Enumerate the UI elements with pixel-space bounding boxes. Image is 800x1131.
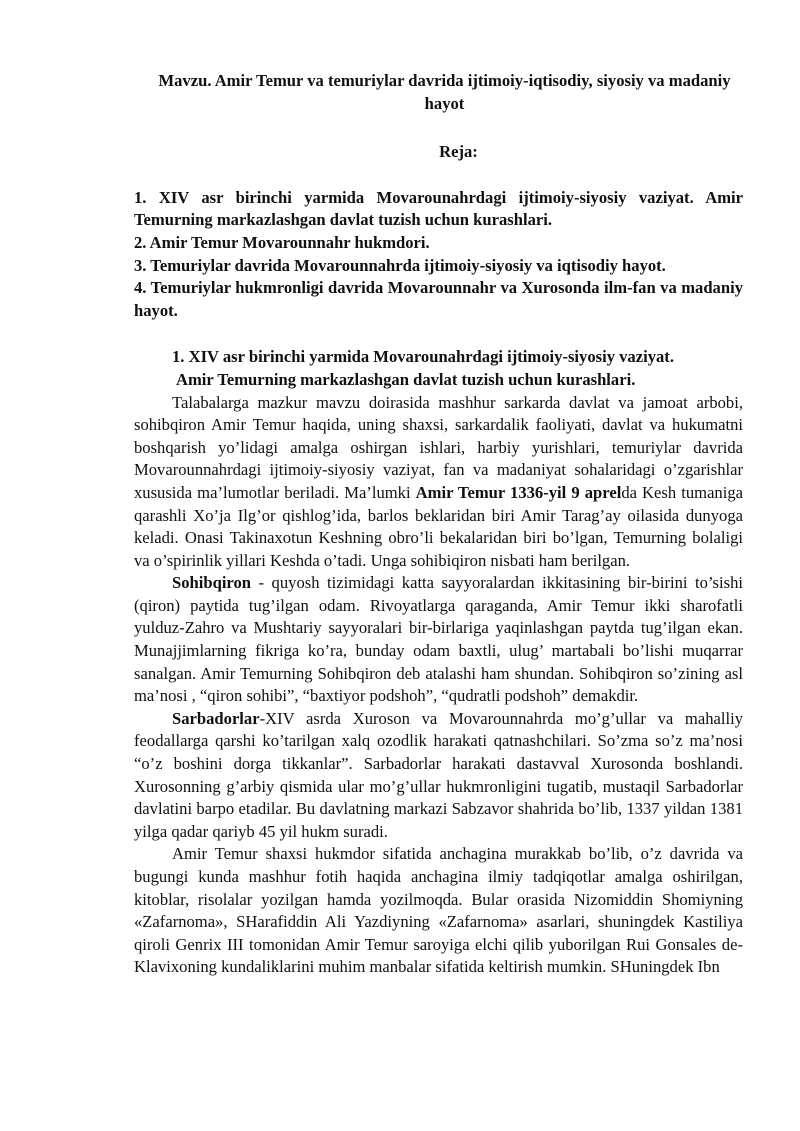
plan-list bbox=[134, 187, 743, 323]
plan-item-2: 2. Amir Temur Movarounnahr hukmdori. bbox=[134, 232, 430, 252]
section-heading-line-1: 1. XIV asr birinchi yarmida Movarounahrdagi ijtimoiy-siyosiy vaziyat. bbox=[172, 347, 674, 367]
paragraph-3-term: Sarbadorlar bbox=[172, 708, 260, 728]
paragraph-2-term: Sohibqiron bbox=[172, 573, 252, 593]
paragraph-3-text: -XIV asrda Xuroson va Movarounnahrda mo’g’ullar va mahalliy feodallarga qarshi ko’tarilgan xalq ozodlik harakati qatnashchilari. So’zma so’z ma’nosi “o’z boshini dorga tikkanlar”. Sarbadorlar harakati dastavval Xurosonda boshlandi. Xurosonning g’arbiy qismida ular mo’g’ullar hukmronligini tugatib, mustaqil Sarbadorlar davlatini barpo etadilar. Bu davlatning markazi Sabzavor shahrida bo’lib, 1337 yildan 1381 yilga qadar qariyb 45 yil hukm suradi. bbox=[134, 708, 743, 841]
document-title: Mavzu. Amir Temur va temuriylar davrida ijtimoiy-iqtisodiy, siyosiy va madaniy hayot bbox=[158, 71, 731, 113]
paragraph-2 bbox=[134, 572, 743, 708]
section-heading-line-2: Amir Temurning markazlashgan davlat tuzish uchun kurashlari. bbox=[176, 369, 636, 389]
paragraph-1 bbox=[134, 392, 743, 573]
paragraph-3 bbox=[134, 708, 743, 844]
paragraph-2-text: - quyosh tizimidagi katta sayyoralardan ikkitasining bir-birini to’sishi (qiron) paytida tug’ilgan odam. Rivoyatlarga qaraganda, Amir Temur ikki sharofatli yulduz-Zahro va Mushtariy sayyoralari bir-birlariga yaqinlashgan paytda tug’ilgan ekan. Munajjimlarning fikriga ko’ra, bunday odam baxtli, ulug’ martabali bo’lishi muqarrar sanalgan. Amir Temurning Sohibqiron deb atalashi ham shundan. Sohibqiron so’zining asl ma’nosi , “qiron sohibi”, “baxtiyor podshoh”, “qudratli podshoh” demakdir. bbox=[134, 573, 743, 706]
paragraph-4-text: Amir Temur shaxsi hukmdor sifatida anchagina murakkab bo’lib, o’z davrida va bugungi kunda mashhur fotih haqida anchagina ilmiy tadqiqotlar amalga oshirilgan, kitoblar, risolalar yozilgan hamda yozilmoqda. Bular orasida Nizomiddin Shomiyning «Zafarnoma», SHarafiddin Ali Yazdiyning «Zafarnoma» asarlari, shuningdek Kastiliya qiroli Genrix III tomonidan Amir Temur saroyiga elchi qilib yuborilgan Rui Gonsales de- Klavixoning kundaliklarini muhim manbalar sifatida keltirish mumkin. SHuningdek Ibn bbox=[134, 844, 743, 977]
paragraph-1-text-a: Talabalarga mazkur mavzu doirasida mashhur sarkarda davlat va jamoat arbobi, sohibqiron Amir Temur haqida, uning shaxsi, sarkardalik faoliyati, davlat va hukumatni boshqarish yo’lidagi amalga oshirgan ishlari, harbiy yurishlari, temuriylar davrida Movarounnahrdagi ijtimoiy-siyosiy vaziyat, fan va madaniyat sohalaridagi o’zgarishlar xususida ma’lumotlar beriladi. Ma’lumki bbox=[134, 392, 743, 502]
section-heading bbox=[134, 346, 743, 391]
plan-item-4: 4. Temuriylar hukmronligi davrida Movarounnahr va Xurosonda ilm-fan va madaniy hayot. bbox=[134, 278, 743, 320]
plan-heading: Reja: bbox=[439, 142, 478, 162]
plan-item-1: 1. XIV asr birinchi yarmida Movarounahrdagi ijtimoiy-siyosiy vaziyat. Amir Temurning markazlashgan davlat tuzish uchun kurashlari. bbox=[134, 187, 743, 230]
plan-item-3: 3. Temuriylar davrida Movarounnahrda ijtimoiy-siyosiy va iqtisodiy hayot. bbox=[134, 255, 666, 275]
paragraph-4 bbox=[134, 843, 743, 979]
paragraph-1-text-b: da Kesh tumaniga qarashli Xo’ja Ilg’or qishlog’ida, barlos beklaridan biri Amir Tarag’ay oilasida dunyoga keladi. Onasi Takinaxotun Keshning obro’li bekalaridan biri bo’lgan, Temurning bolaligi va o’spirinlik yillari Keshda o’tadi. Unga sohibiqiron nisbati ham berilgan. bbox=[134, 482, 744, 570]
paragraph-1-bold: Amir Temur 1336-yil 9 aprel bbox=[415, 482, 622, 502]
